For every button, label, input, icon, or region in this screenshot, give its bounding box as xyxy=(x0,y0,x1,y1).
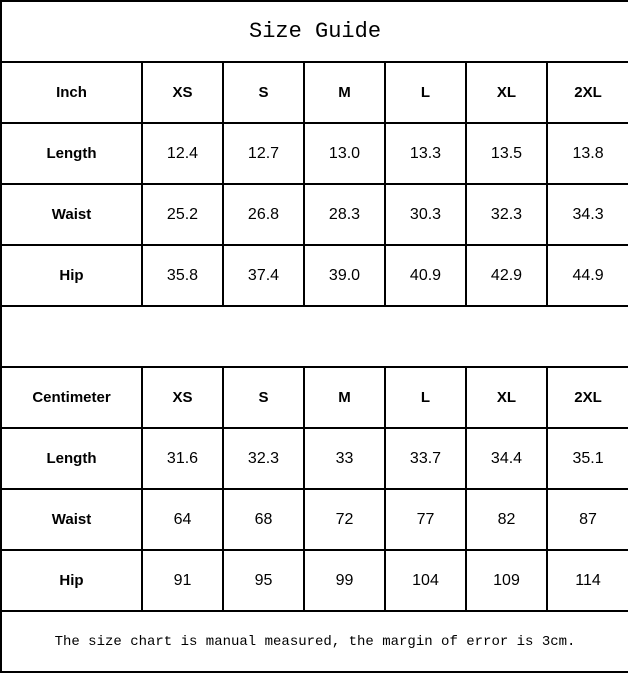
cm-length-row xyxy=(1,428,628,489)
cm-hip-label: Hip xyxy=(1,550,142,611)
inch-length-row xyxy=(1,123,628,184)
cm-hip-s: 95 xyxy=(223,550,304,611)
page-title: Size Guide xyxy=(1,1,628,62)
inch-waist-2xl: 34.3 xyxy=(547,184,628,245)
inch-size-header-s: S xyxy=(223,62,304,123)
inch-waist-l: 30.3 xyxy=(385,184,466,245)
cm-length-label: Length xyxy=(1,428,142,489)
cm-waist-row xyxy=(1,489,628,550)
inch-hip-l: 40.9 xyxy=(385,245,466,306)
cm-hip-2xl: 114 xyxy=(547,550,628,611)
inch-hip-row xyxy=(1,245,628,306)
cm-length-m: 33 xyxy=(304,428,385,489)
cm-hip-m: 99 xyxy=(304,550,385,611)
footer-row xyxy=(1,611,628,672)
cm-length-s: 32.3 xyxy=(223,428,304,489)
inch-length-2xl: 13.8 xyxy=(547,123,628,184)
inch-waist-s: 26.8 xyxy=(223,184,304,245)
inch-hip-m: 39.0 xyxy=(304,245,385,306)
inch-header-row xyxy=(1,62,628,123)
cm-size-header-xs: XS xyxy=(142,367,223,428)
inch-hip-label: Hip xyxy=(1,245,142,306)
cm-length-2xl: 35.1 xyxy=(547,428,628,489)
cm-waist-xs: 64 xyxy=(142,489,223,550)
inch-length-label: Length xyxy=(1,123,142,184)
cm-hip-xs: 91 xyxy=(142,550,223,611)
cm-waist-m: 72 xyxy=(304,489,385,550)
inch-size-header-l: L xyxy=(385,62,466,123)
cm-hip-row xyxy=(1,550,628,611)
inch-waist-label: Waist xyxy=(1,184,142,245)
cm-size-header-m: M xyxy=(304,367,385,428)
inch-waist-m: 28.3 xyxy=(304,184,385,245)
inch-length-m: 13.0 xyxy=(304,123,385,184)
inch-size-header-xs: XS xyxy=(142,62,223,123)
inch-waist-xs: 25.2 xyxy=(142,184,223,245)
inch-size-header-xl: XL xyxy=(466,62,547,123)
cm-size-header-xl: XL xyxy=(466,367,547,428)
inch-waist-row xyxy=(1,184,628,245)
cm-waist-l: 77 xyxy=(385,489,466,550)
cm-hip-xl: 109 xyxy=(466,550,547,611)
cm-size-header-s: S xyxy=(223,367,304,428)
inch-waist-xl: 32.3 xyxy=(466,184,547,245)
inch-hip-xs: 35.8 xyxy=(142,245,223,306)
inch-hip-xl: 42.9 xyxy=(466,245,547,306)
inch-length-xl: 13.5 xyxy=(466,123,547,184)
cm-hip-l: 104 xyxy=(385,550,466,611)
inch-unit-header: Inch xyxy=(1,62,142,123)
cm-length-xs: 31.6 xyxy=(142,428,223,489)
inch-size-header-2xl: 2XL xyxy=(547,62,628,123)
cm-length-l: 33.7 xyxy=(385,428,466,489)
inch-size-header-m: M xyxy=(304,62,385,123)
title-row xyxy=(1,1,628,62)
cm-waist-xl: 82 xyxy=(466,489,547,550)
cm-length-xl: 34.4 xyxy=(466,428,547,489)
cm-unit-header: Centimeter xyxy=(1,367,142,428)
cm-header-row xyxy=(1,367,628,428)
inch-hip-2xl: 44.9 xyxy=(547,245,628,306)
inch-length-xs: 12.4 xyxy=(142,123,223,184)
inch-length-s: 12.7 xyxy=(223,123,304,184)
inch-hip-s: 37.4 xyxy=(223,245,304,306)
cm-waist-s: 68 xyxy=(223,489,304,550)
spacer-cell xyxy=(1,306,628,367)
inch-length-l: 13.3 xyxy=(385,123,466,184)
spacer-row xyxy=(1,306,628,367)
cm-size-header-l: L xyxy=(385,367,466,428)
footer-note: The size chart is manual measured, the margin of error is 3cm. xyxy=(1,611,628,672)
cm-waist-2xl: 87 xyxy=(547,489,628,550)
cm-waist-label: Waist xyxy=(1,489,142,550)
cm-size-header-2xl: 2XL xyxy=(547,367,628,428)
